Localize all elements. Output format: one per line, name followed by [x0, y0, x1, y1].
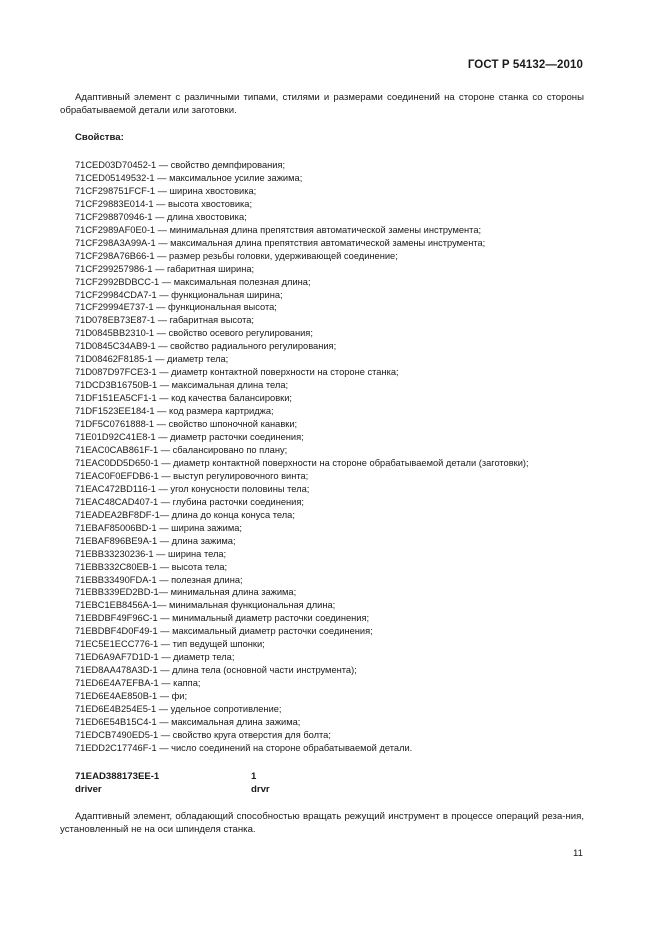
property-item: 71CF298751FCF-1 — ширина хвостовика;	[75, 185, 257, 196]
properties-title: Свойства:	[75, 132, 124, 143]
property-item: 71ED6E54B15C4-1 — максимальная длина зажима;	[75, 716, 301, 727]
property-item: 71ED6E4B254E5-1 — удельное сопротивление;	[75, 704, 282, 715]
property-item: 71CF298870946-1 — длина хвостовика;	[75, 211, 247, 222]
property-item: 71ED6A9AF7D1D-1 — диаметр тела;	[75, 652, 235, 663]
property-item: 71EBB332C80EB-1 — высота тела;	[75, 561, 228, 572]
properties-list	[75, 159, 529, 755]
property-item: 71EAC0DD5D650-1 — диаметр контактной поверхности на стороне обрабатываемой детали (заготовки);	[75, 457, 529, 468]
property-item: 71DF151EA5CF1-1 — код качества балансировки;	[75, 393, 292, 404]
intro-paragraph: Адаптивный элемент с различными типами, стилями и размерами соединений на стороне станка со стороны обрабатываемой детали или заготовки.	[60, 92, 584, 116]
outro-paragraph: Адаптивный элемент, обладающий способностью вращать режущий инструмент в процессе операций реза-ния, установленный не на оси шпинделя станка.	[60, 811, 584, 835]
property-item: 71E01D92C41E8-1 — диаметр расточки соединения;	[75, 432, 304, 443]
page-number: 11	[573, 848, 583, 859]
property-item: 71EBAF896BE9A-1 — длина зажима;	[75, 535, 236, 546]
property-item: 71EAC48CAD407-1 — глубина расточки соединения;	[75, 496, 304, 507]
property-item: 71CF29883E014-1 — высота хвостовика;	[75, 198, 253, 209]
property-item: 71CF298A3A99A-1 — максимальная длина препятствия автоматической замены инструмента;	[75, 237, 486, 248]
property-item: 71EBAF85006BD-1 — ширина зажима;	[75, 522, 243, 533]
property-item: 71EBB33230236-1 — ширина тела;	[75, 548, 227, 559]
term-name-row	[75, 783, 270, 796]
standard-header: ГОСТ Р 54132—2010	[467, 59, 583, 71]
property-item: 71EBC1EB8456A-1— минимальная функциональная длина;	[75, 600, 336, 611]
property-item: 71EBDBF4D0F49-1 — максимальный диаметр расточки соединения;	[75, 626, 373, 637]
property-item: 71ED6E4AE850B-1 — фи;	[75, 691, 188, 702]
term-code-row	[75, 770, 270, 783]
property-item: 71EAC0F0EFDB6-1 — выступ регулировочного винта;	[75, 470, 309, 481]
property-item: 71EAC472BD116-1 — угол конусности половины тела;	[75, 483, 310, 494]
property-item: 71EBB339ED2BD-1— минимальная длина зажима;	[75, 587, 297, 598]
term-block	[75, 770, 270, 796]
property-item: 71EAC0CAB861F-1 — сбалансировано по плану;	[75, 444, 288, 455]
property-item: 71D08462F8185-1 — диаметр тела;	[75, 354, 229, 365]
property-item: 71D087D97FCE3-1 — диаметр контактной поверхности на стороне станка;	[75, 367, 399, 378]
property-item: 71CF298A76B66-1 — размер резьбы головки, удерживающей соединение;	[75, 250, 398, 261]
property-item: 71EBB33490FDA-1 — полезная длина;	[75, 574, 243, 585]
property-item: 71CF29994E737-1 — функциональная высота;	[75, 302, 277, 313]
property-item: 71ED6E4A7EFBA-1 — каппа;	[75, 678, 201, 689]
property-item: 71EBDBF49F96C-1 — минимальный диаметр расточки соединения;	[75, 613, 370, 624]
property-item: 71CF2989AF0E0-1 — минимальная длина препятствия автоматической замены инструмента;	[75, 224, 482, 235]
property-item: 71CED03D70452-1 — свойство демпфирования;	[75, 160, 286, 170]
term-level: 1	[251, 771, 257, 782]
property-item: 71CF299257986-1 — габаритная ширина;	[75, 263, 255, 274]
property-item: 71D0845BB2310-1 — свойство осевого регулирования;	[75, 328, 313, 339]
property-item: 71EC5E1ECC776-1 — тип ведущей шпонки;	[75, 639, 265, 650]
property-item: 71EDCB7490ED5-1 — свойство круга отверстия для болта;	[75, 729, 331, 740]
property-item: 71CED05149532-1 — максимальное усилие зажима;	[75, 172, 303, 183]
property-item: 71EADEA2BF8DF-1— длина до конца конуса тела;	[75, 509, 295, 520]
property-item: 71CF2992BDBCC-1 — максимальная полезная длина;	[75, 276, 311, 287]
term-code: 71EAD388173EE-1	[75, 771, 160, 782]
property-item: 71DF5C0761888-1 — свойство шпоночной канавки;	[75, 419, 298, 430]
property-item: 71ED8AA478A3D-1 — длина тела (основной части инструмента);	[75, 665, 357, 676]
term-name: driver	[75, 784, 102, 795]
property-item: 71DCD3B16750B-1 — максимальная длина тела;	[75, 380, 289, 391]
term-abbr: drvr	[251, 784, 270, 795]
property-item: 71EDD2C17746F-1 — число соединений на стороне обрабатываемой детали.	[75, 742, 413, 753]
property-item: 71D0845C34AB9-1 — свойство радиального регулирования;	[75, 341, 337, 352]
property-item: 71DF1523EE184-1 — код размера картриджа;	[75, 406, 274, 417]
property-item: 71CF29984CDA7-1 — функциональная ширина;	[75, 289, 283, 300]
property-item: 71D078EB73E87-1 — габаритная высота;	[75, 315, 255, 326]
